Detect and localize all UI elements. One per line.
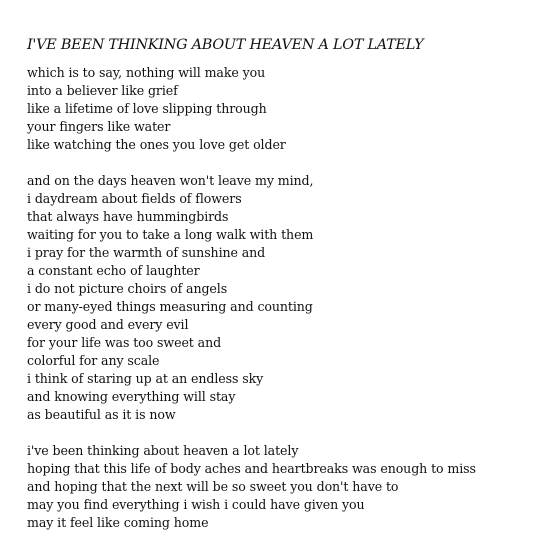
poem-line: i daydream about fields of flowers bbox=[27, 191, 242, 206]
poem-line: colorful for any scale bbox=[27, 353, 160, 368]
poem-line: i think of staring up at an endless sky bbox=[27, 371, 264, 386]
poem-line: every good and every evil bbox=[27, 317, 189, 332]
poem-line: a constant echo of laughter bbox=[27, 263, 200, 278]
poem-line: which is to say, nothing will make you bbox=[27, 65, 266, 80]
poem-line: may you find everything i wish i could have given you bbox=[27, 497, 365, 512]
stanza-2 bbox=[27, 172, 527, 424]
poem bbox=[27, 36, 527, 550]
poem-line: for your life was too sweet and bbox=[27, 335, 222, 350]
poem-line: hoping that this life of body aches and heartbreaks was enough to miss bbox=[27, 461, 476, 476]
poem-line: i've been thinking about heaven a lot lately bbox=[27, 443, 299, 458]
poem-title: I'VE BEEN THINKING ABOUT HEAVEN A LOT LATELY bbox=[27, 37, 424, 53]
poem-line: or many-eyed things measuring and counting bbox=[27, 299, 313, 314]
stanza-1 bbox=[27, 64, 527, 154]
poem-line: like watching the ones you love get older bbox=[27, 137, 286, 152]
poem-line: that always have hummingbirds bbox=[27, 209, 229, 224]
poem-line: and knowing everything will stay bbox=[27, 389, 236, 404]
stanza-3 bbox=[27, 442, 527, 532]
poem-line: as beautiful as it is now bbox=[27, 407, 176, 422]
poem-line: waiting for you to take a long walk with them bbox=[27, 227, 314, 242]
poem-line: i do not picture choirs of angels bbox=[27, 281, 228, 296]
poem-line: like a lifetime of love slipping through bbox=[27, 101, 267, 116]
poem-line: your fingers like water bbox=[27, 119, 171, 134]
poem-line: and on the days heaven won't leave my mind, bbox=[27, 173, 314, 188]
poem-line: into a believer like grief bbox=[27, 83, 178, 98]
poem-line: i pray for the warmth of sunshine and bbox=[27, 245, 266, 260]
poem-line: may it feel like coming home bbox=[27, 515, 209, 530]
poem-line: and hoping that the next will be so sweet you don't have to bbox=[27, 479, 399, 494]
